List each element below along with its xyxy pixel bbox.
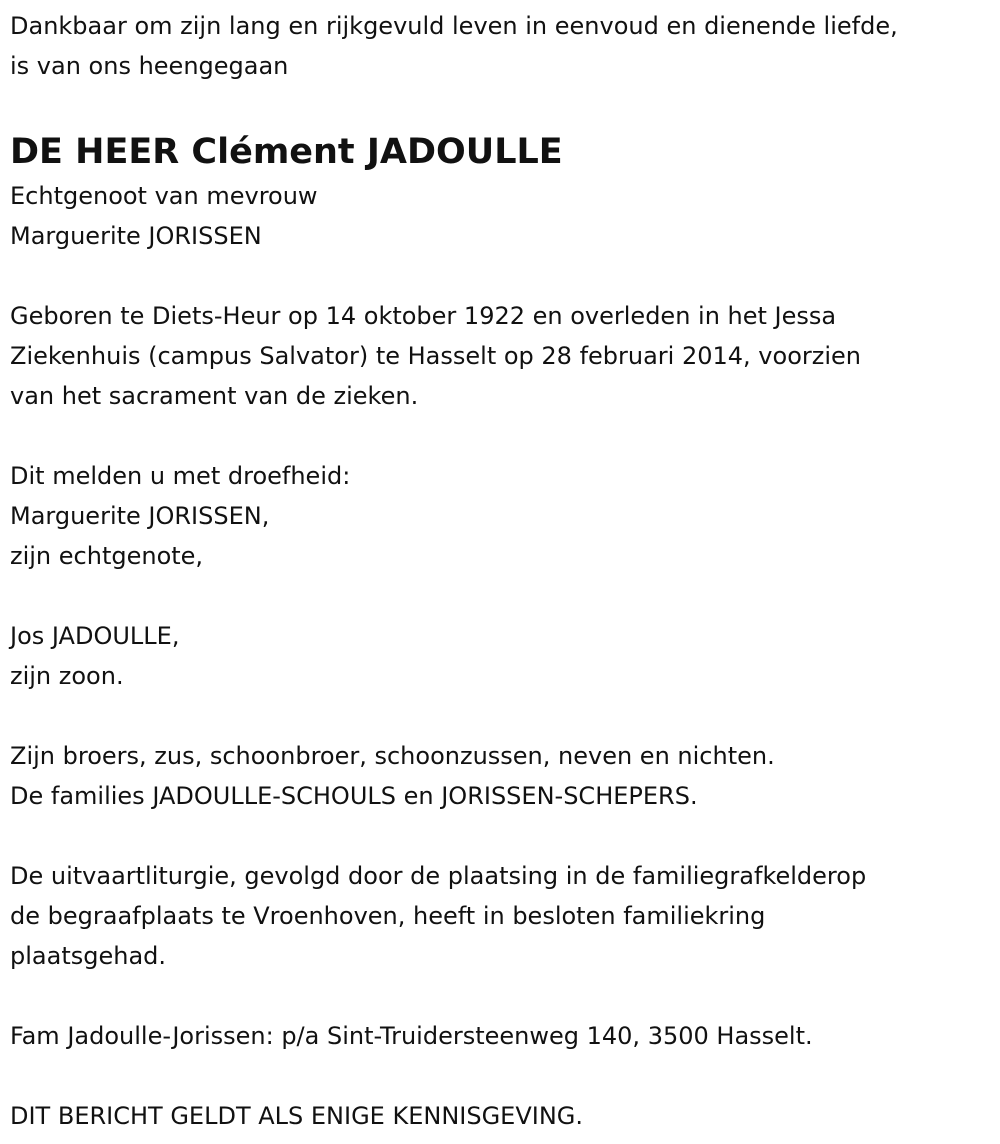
deceased-name-title: DE HEER Clément JADOULLE [10,132,563,172]
spacer [10,256,995,296]
announce-line-2: Marguerite JORISSEN, [10,502,270,530]
announce-line-3: zijn echtgenote, [10,542,204,570]
spouse-line-1: Echtgenoot van mevrouw [10,182,318,210]
intro-line-1: Dankbaar om zijn lang en rijkgevuld leven in eenvoud en dienende liefde, [10,12,898,40]
birth-line-3: van het sacrament van de zieken. [10,382,419,410]
son-line-1: Jos JADOULLE, [10,622,180,650]
son-line-2: zijn zoon. [10,662,124,690]
family-line-2: De families JADOULLE-SCHOULS en JORISSEN-SCHEPERS. [10,782,698,810]
spacer [10,816,995,856]
spacer [10,576,995,616]
spacer [10,696,995,736]
death-notice [10,6,995,1136]
spacer [10,1056,995,1096]
address-line: Fam Jadoulle-Jorissen: p/a Sint-Truidersteenweg 140, 3500 Hasselt. [10,1022,813,1050]
spacer [10,976,995,1016]
funeral-line-3: plaatsgehad. [10,942,167,970]
birth-line-1: Geboren te Diets-Heur op 14 oktober 1922 en overleden in het Jessa [10,302,837,330]
funeral-line-1: De uitvaartliturgie, gevolgd door de plaatsing in de familiegrafkelderop [10,862,867,890]
spouse-line-2: Marguerite JORISSEN [10,222,262,250]
announce-line-1: Dit melden u met droefheid: [10,462,351,490]
funeral-line-2: de begraafplaats te Vroenhoven, heeft in besloten familiekring [10,902,766,930]
spacer [10,416,995,456]
birth-line-2: Ziekenhuis (campus Salvator) te Hasselt op 28 februari 2014, voorzien [10,342,861,370]
family-line-1: Zijn broers, zus, schoonbroer, schoonzussen, neven en nichten. [10,742,775,770]
intro-line-2: is van ons heengegaan [10,52,289,80]
closing-line: DIT BERICHT GELDT ALS ENIGE KENNISGEVING. [10,1102,584,1130]
